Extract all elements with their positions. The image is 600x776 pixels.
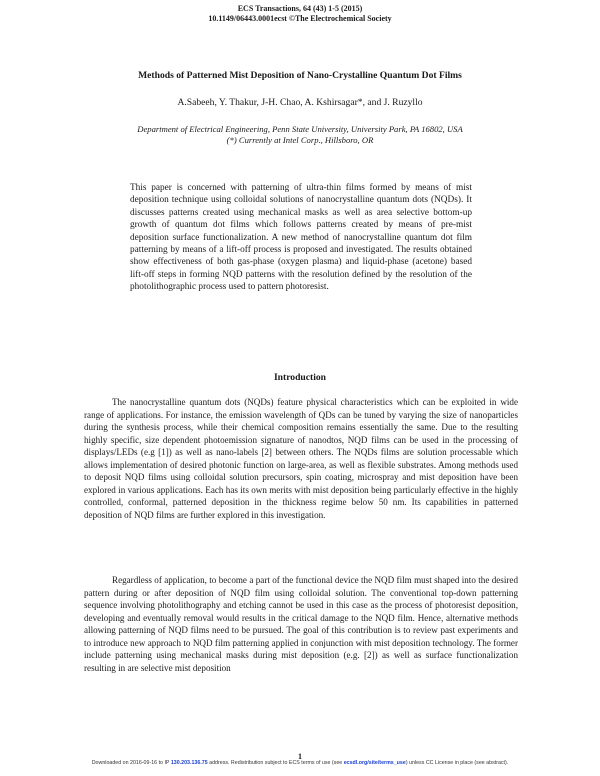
page-number: 1 xyxy=(298,752,302,761)
footer-suffix: ) unless CC License in place (see abstract). xyxy=(405,760,509,766)
paper-title: Methods of Patterned Mist Deposition of Nano-Crystalline Quantum Dot Films xyxy=(138,70,462,81)
journal-citation: ECS Transactions, 64 (43) 1-5 (2015) xyxy=(237,4,363,13)
affiliation-note: (*) Currently at Intel Corp., Hillsboro, OR xyxy=(226,135,374,145)
affiliation-block xyxy=(0,124,600,146)
footer-prefix: Downloaded on 2016-09-16 to IP xyxy=(91,760,171,766)
paragraph-text: The nanocrystalline quantum dots (NQDs) feature physical characteristics which can be exploited in wide range of applications. For instance, the emission wavelength of QDs can be tuned by varying the size of nanoparticles during the synthesis process, while their chemical composition remains essentially the same. Due to the resulting highly specific, size dependent photoemission signature of nanodtos, NQD films can be used in the processing of displays/LEDs (e.g [1]) as well as nano-labels [2] between others. The NQDs films are solution processable which allows implementation of desired photonic function on large-area, as well as flexible substrates. Among methods used to deposit NQD films using colloidal solution precursors, spin coating, microspray and mist deposition have been explored in various applications. Each has its own merits with mist deposition being particularly effective in the highly controlled, conformal, patterned deposition in the thickness regime below 50 nm. Its capabilities in patterned deposition of NQD films are further explored in this investigation. xyxy=(84,397,518,520)
paragraph-text: Regardless of application, to become a part of the functional device the NQD film must shaped into the desired pattern during or after deposition of NQD film using colloidal solution. The conventional top-down patterning sequence involving photolithography and etching cannot be used in this case as the process of photoresist deposition, developing and eventually removal would results in the critical damage to the NQD film. Hence, alternative methods allowing patterning of NQD films need to be pursued. The goal of this contribution is to review past experiments and to introduce new approach to NQD film patterning applied in conjunction with mist deposition technology. The former include patterning using mechanical masks during mist deposition (e.g. [2]) as well as surface functionalization resulting in are selective mist deposition xyxy=(84,575,518,673)
doi-line: 10.1149/06443.0001ecst ©The Electrochemical Society xyxy=(208,14,392,23)
author-list: A.Sabeeh, Y. Thakur, J-H. Chao, A. Kshirsagar*, and J. Ruzyllo xyxy=(177,97,423,108)
download-footer xyxy=(0,760,600,766)
section-heading-introduction: Introduction xyxy=(273,372,327,383)
ip-address-link[interactable]: 130.203.136.75 xyxy=(170,760,208,766)
footer-middle: address. Redistribution subject to ECS terms of use (see xyxy=(207,760,344,766)
terms-of-use-link[interactable]: ecsdl.org/site/terms_use xyxy=(343,760,406,766)
affiliation-primary: Department of Electrical Engineering, Penn State University, University Park, PA 16802, USA xyxy=(137,124,463,134)
intro-paragraph-2 xyxy=(84,574,518,674)
journal-header xyxy=(0,4,600,24)
abstract-text: This paper is concerned with patterning of ultra-thin films formed by means of mist deposition technique using colloidal solutions of nanocrystalline quantum dots (NQDs). It discusses patterns created using mechanical masks as well as area selective bottom-up growth of quantum dot films which follows patterns created by means of pre-mist deposition surface functionalization. A new method of nanocrystalline quantum dot film patterning by means of a lift-off process is proposed and investigated. The results obtained show effectiveness of both gas-phase (oxygen plasma) and liquid-phase (acetone) based lift-off steps in forming NQD patterns with the resolution defined by the resolution of the photolithographic process used to pattern photoresist. xyxy=(130,183,472,293)
intro-paragraph-1 xyxy=(84,396,518,521)
abstract xyxy=(130,182,472,294)
